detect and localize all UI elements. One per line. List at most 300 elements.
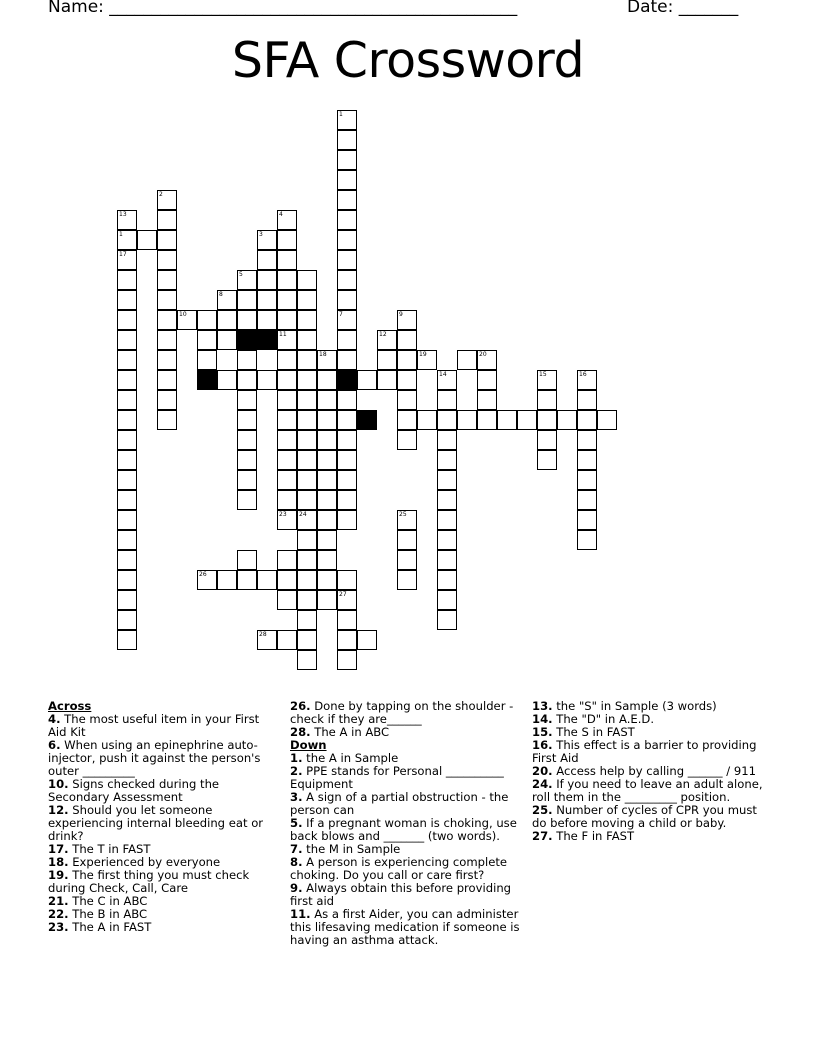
grid-cell[interactable]: [437, 590, 457, 610]
clue-number-label: 7.: [290, 842, 303, 856]
grid-cell[interactable]: [297, 370, 317, 390]
grid-cell[interactable]: [297, 270, 317, 290]
clue-number-label: 10.: [48, 777, 69, 791]
grid-cell[interactable]: [397, 350, 417, 370]
name-field-label: Name: ________________________________________________: [48, 0, 518, 17]
grid-cell[interactable]: [297, 330, 317, 350]
grid-cell[interactable]: [337, 230, 357, 250]
clue-item: [290, 791, 520, 817]
clue-number: 20: [479, 351, 487, 358]
grid-cell[interactable]: [397, 570, 417, 590]
clue-number: 18: [319, 351, 327, 358]
grid-cell[interactable]: [457, 350, 477, 370]
clue-item: [48, 804, 278, 843]
grid-cell[interactable]: [337, 270, 357, 290]
grid-cell[interactable]: [277, 470, 297, 490]
clue-number-label: 1.: [290, 751, 303, 765]
clue-number: 7: [339, 311, 343, 318]
grid-cell[interactable]: [237, 470, 257, 490]
grid-cell[interactable]: [317, 430, 337, 450]
grid-cell[interactable]: [117, 470, 137, 490]
grid-cell[interactable]: [577, 530, 597, 550]
grid-cell[interactable]: [237, 390, 257, 410]
grid-cell[interactable]: [117, 350, 137, 370]
grid-cell[interactable]: [277, 390, 297, 410]
grid-cell[interactable]: [317, 510, 337, 530]
grid-cell[interactable]: [577, 370, 597, 390]
grid-cell[interactable]: [237, 450, 257, 470]
grid-cell[interactable]: [237, 410, 257, 430]
grid-cell[interactable]: [337, 330, 357, 350]
clue-number: 3: [259, 231, 263, 238]
grid-cell[interactable]: [157, 270, 177, 290]
clue-text: This effect is a barrier to providing First Aid: [532, 738, 757, 765]
grid-cell[interactable]: [437, 550, 457, 570]
grid-cell[interactable]: [157, 330, 177, 350]
grid-cell[interactable]: [337, 150, 357, 170]
grid-cell[interactable]: [317, 450, 337, 470]
grid-cell[interactable]: [577, 450, 597, 470]
grid-cell[interactable]: [257, 310, 277, 330]
grid-cell[interactable]: [577, 410, 597, 430]
grid-cell[interactable]: [337, 490, 357, 510]
clue-text: the M in Sample: [302, 842, 401, 856]
grid-cell[interactable]: [157, 390, 177, 410]
grid-cell[interactable]: [237, 350, 257, 370]
clue-item: [48, 713, 278, 739]
grid-cell[interactable]: [337, 570, 357, 590]
grid-cell[interactable]: [157, 410, 177, 430]
grid-cell[interactable]: [117, 430, 137, 450]
clues-column-1: [48, 700, 278, 934]
page-title: SFA Crossword: [231, 32, 585, 89]
grid-cell[interactable]: [297, 450, 317, 470]
grid-cell[interactable]: [537, 450, 557, 470]
clue-number-label: 18.: [48, 855, 69, 869]
grid-cell[interactable]: [577, 490, 597, 510]
clue-number-label: 12.: [48, 803, 69, 817]
clue-text: As a first Aider, you can administer this lifesaving medication if someone is having an asthma attack.: [290, 907, 520, 947]
grid-cell[interactable]: [317, 390, 337, 410]
clue-text: If you need to leave an adult alone, roll them in the _________ position.: [532, 777, 763, 804]
grid-cell[interactable]: [117, 310, 137, 330]
grid-cell[interactable]: [197, 570, 217, 590]
clue-text: Number of cycles of CPR you must do before moving a child or baby.: [532, 803, 757, 830]
grid-cell[interactable]: [577, 510, 597, 530]
clue-number: 27: [339, 591, 347, 598]
grid-cell[interactable]: [497, 410, 517, 430]
clue-text: Signs checked during the Secondary Assessment: [48, 777, 220, 804]
clue-number-label: 6.: [48, 738, 61, 752]
grid-cell[interactable]: [117, 210, 137, 230]
grid-cell[interactable]: [277, 410, 297, 430]
grid-cell[interactable]: [277, 330, 297, 350]
clue-number-label: 19.: [48, 868, 69, 882]
grid-cell[interactable]: [437, 430, 457, 450]
grid-cell[interactable]: [197, 330, 217, 350]
grid-cell[interactable]: [337, 610, 357, 630]
grid-cell[interactable]: [337, 310, 357, 330]
grid-cell[interactable]: [397, 310, 417, 330]
grid-cell[interactable]: [217, 370, 237, 390]
grid-cell[interactable]: [157, 190, 177, 210]
grid-cell[interactable]: [337, 210, 357, 230]
grid-cell[interactable]: [337, 390, 357, 410]
grid-cell[interactable]: [297, 530, 317, 550]
grid-cell[interactable]: [117, 550, 137, 570]
grid-block: [197, 370, 217, 390]
grid-cell[interactable]: [357, 630, 377, 650]
grid-cell[interactable]: [337, 290, 357, 310]
clue-text: A sign of a partial obstruction - the person can: [290, 790, 509, 817]
grid-cell[interactable]: [297, 630, 317, 650]
grid-cell[interactable]: [317, 470, 337, 490]
clue-number-label: 2.: [290, 764, 303, 778]
grid-cell[interactable]: [377, 370, 397, 390]
grid-cell[interactable]: [317, 530, 337, 550]
grid-cell[interactable]: [237, 310, 257, 330]
grid-cell[interactable]: [157, 290, 177, 310]
grid-cell[interactable]: [317, 350, 337, 370]
grid-cell[interactable]: [337, 190, 357, 210]
grid-cell[interactable]: [337, 410, 357, 430]
grid-cell[interactable]: [237, 290, 257, 310]
clue-item: [290, 700, 520, 726]
grid-cell[interactable]: [177, 310, 197, 330]
grid-cell[interactable]: [437, 610, 457, 630]
clue-item: [532, 804, 764, 830]
grid-cell[interactable]: [377, 330, 397, 350]
clue-number: 28: [259, 631, 267, 638]
grid-cell[interactable]: [257, 290, 277, 310]
grid-cell[interactable]: [297, 350, 317, 370]
grid-cell[interactable]: [377, 350, 397, 370]
grid-cell[interactable]: [257, 250, 277, 270]
grid-cell[interactable]: [277, 490, 297, 510]
clue-number: 10: [179, 311, 187, 318]
grid-cell[interactable]: [337, 450, 357, 470]
grid-cell[interactable]: [437, 510, 457, 530]
grid-cell[interactable]: [217, 290, 237, 310]
grid-cell[interactable]: [257, 270, 277, 290]
grid-cell[interactable]: [597, 410, 617, 430]
grid-cell[interactable]: [337, 170, 357, 190]
clue-number: 23: [279, 511, 287, 518]
grid-cell[interactable]: [297, 390, 317, 410]
clue-number: 1: [119, 231, 123, 238]
clue-number-label: 27.: [532, 829, 553, 843]
grid-cell[interactable]: [277, 250, 297, 270]
grid-cell[interactable]: [157, 350, 177, 370]
grid-cell[interactable]: [197, 350, 217, 370]
clue-number-label: 13.: [532, 699, 553, 713]
grid-cell[interactable]: [577, 390, 597, 410]
grid-cell[interactable]: [117, 610, 137, 630]
grid-cell[interactable]: [297, 590, 317, 610]
clue-text: A person is experiencing complete choking. Do you call or care first?: [290, 855, 508, 882]
grid-cell[interactable]: [217, 570, 237, 590]
grid-cell[interactable]: [117, 450, 137, 470]
grid-cell[interactable]: [277, 370, 297, 390]
clue-item: [290, 882, 520, 908]
grid-cell[interactable]: [277, 430, 297, 450]
clue-number: 16: [579, 371, 587, 378]
clue-text: The A in ABC: [310, 725, 390, 739]
grid-cell[interactable]: [317, 410, 337, 430]
grid-cell[interactable]: [337, 650, 357, 670]
grid-cell[interactable]: [117, 590, 137, 610]
grid-cell[interactable]: [297, 470, 317, 490]
grid-cell[interactable]: [397, 510, 417, 530]
grid-cell[interactable]: [337, 430, 357, 450]
clue-number-label: 26.: [290, 699, 311, 713]
grid-cell[interactable]: [537, 390, 557, 410]
grid-cell[interactable]: [257, 370, 277, 390]
grid-block: [237, 330, 257, 350]
grid-cell[interactable]: [437, 530, 457, 550]
grid-cell[interactable]: [397, 430, 417, 450]
grid-cell[interactable]: [277, 230, 297, 250]
clue-number-label: 3.: [290, 790, 303, 804]
grid-cell[interactable]: [517, 410, 537, 430]
clue-item: [48, 778, 278, 804]
grid-cell[interactable]: [537, 370, 557, 390]
clue-number: 11: [279, 331, 287, 338]
clue-item: [532, 830, 764, 843]
grid-cell[interactable]: [357, 370, 377, 390]
grid-cell[interactable]: [297, 610, 317, 630]
clue-text: The S in FAST: [552, 725, 635, 739]
grid-cell[interactable]: [297, 310, 317, 330]
clue-number-label: 28.: [290, 725, 311, 739]
grid-cell[interactable]: [317, 570, 337, 590]
grid-cell[interactable]: [397, 530, 417, 550]
grid-cell[interactable]: [277, 450, 297, 470]
grid-cell[interactable]: [257, 570, 277, 590]
clue-text: Should you let someone experiencing internal bleeding eat or drink?: [48, 803, 264, 843]
grid-cell[interactable]: [277, 210, 297, 230]
grid-cell[interactable]: [117, 250, 137, 270]
clue-item: [290, 856, 520, 882]
grid-cell[interactable]: [277, 550, 297, 570]
clue-number-label: 25.: [532, 803, 553, 817]
clue-text: When using an epinephrine auto-injector, push it against the person's outer _________: [48, 738, 261, 778]
grid-cell[interactable]: [297, 570, 317, 590]
clue-number: 1: [339, 111, 343, 118]
grid-cell[interactable]: [297, 490, 317, 510]
clue-item: [532, 778, 764, 804]
clue-text: The C in ABC: [68, 894, 148, 908]
clue-number: 5: [239, 271, 243, 278]
grid-cell[interactable]: [557, 410, 577, 430]
clue-text: The B in ABC: [68, 907, 148, 921]
grid-cell[interactable]: [117, 630, 137, 650]
grid-cell[interactable]: [477, 410, 497, 430]
grid-cell[interactable]: [537, 430, 557, 450]
grid-cell[interactable]: [117, 530, 137, 550]
grid-cell[interactable]: [157, 230, 177, 250]
grid-cell[interactable]: [157, 370, 177, 390]
clue-number: 12: [379, 331, 387, 338]
grid-cell[interactable]: [477, 370, 497, 390]
grid-cell[interactable]: [237, 370, 257, 390]
clue-item: [48, 921, 278, 934]
grid-cell[interactable]: [337, 510, 357, 530]
grid-cell[interactable]: [337, 110, 357, 130]
grid-cell[interactable]: [237, 570, 257, 590]
grid-cell[interactable]: [277, 510, 297, 530]
grid-cell[interactable]: [317, 550, 337, 570]
grid-cell[interactable]: [237, 430, 257, 450]
grid-cell[interactable]: [277, 570, 297, 590]
clue-number: 15: [539, 371, 547, 378]
clue-number-label: 8.: [290, 855, 303, 869]
grid-cell[interactable]: [157, 210, 177, 230]
grid-cell[interactable]: [437, 570, 457, 590]
grid-cell[interactable]: [317, 490, 337, 510]
grid-cell[interactable]: [337, 350, 357, 370]
grid-cell[interactable]: [397, 370, 417, 390]
grid-cell[interactable]: [157, 310, 177, 330]
clues-column-3: [532, 700, 764, 843]
grid-cell[interactable]: [297, 410, 317, 430]
grid-cell[interactable]: [437, 490, 457, 510]
clue-heading: Down: [290, 738, 327, 752]
clue-number-label: 17.: [48, 842, 69, 856]
grid-cell[interactable]: [397, 410, 417, 430]
grid-cell[interactable]: [117, 290, 137, 310]
clue-text: The first thing you must check during Check, Call, Care: [48, 868, 250, 895]
clue-item: [290, 765, 520, 791]
clue-text: The most useful item in your First Aid Kit: [48, 712, 260, 739]
grid-cell[interactable]: [317, 370, 337, 390]
grid-cell[interactable]: [397, 390, 417, 410]
grid-cell[interactable]: [457, 410, 477, 430]
clue-text: Access help by calling ______ / 911: [552, 764, 756, 778]
clue-text: The T in FAST: [68, 842, 151, 856]
grid-cell[interactable]: [437, 470, 457, 490]
grid-cell[interactable]: [117, 570, 137, 590]
grid-cell[interactable]: [257, 630, 277, 650]
clue-number-label: 15.: [532, 725, 553, 739]
clue-text: The A in FAST: [68, 920, 152, 934]
clue-number: 2: [159, 191, 163, 198]
grid-cell[interactable]: [297, 510, 317, 530]
clues-column-2: [290, 700, 520, 947]
grid-cell[interactable]: [237, 270, 257, 290]
clue-item: [48, 739, 278, 778]
clue-number-label: 22.: [48, 907, 69, 921]
clue-number: 13: [119, 211, 127, 218]
clue-text: The F in FAST: [552, 829, 635, 843]
grid-cell[interactable]: [117, 330, 137, 350]
grid-cell[interactable]: [437, 450, 457, 470]
clue-text: PPE stands for Personal __________ Equipment: [290, 764, 504, 791]
grid-cell[interactable]: [417, 410, 437, 430]
grid-cell[interactable]: [577, 430, 597, 450]
grid-cell[interactable]: [237, 550, 257, 570]
grid-cell[interactable]: [277, 290, 297, 310]
grid-cell[interactable]: [217, 310, 237, 330]
grid-cell[interactable]: [417, 350, 437, 370]
grid-cell[interactable]: [397, 550, 417, 570]
grid-cell[interactable]: [297, 650, 317, 670]
clue-number: 19: [419, 351, 427, 358]
grid-cell[interactable]: [277, 590, 297, 610]
grid-cell[interactable]: [437, 370, 457, 390]
grid-cell[interactable]: [477, 350, 497, 370]
grid-cell[interactable]: [117, 510, 137, 530]
clue-item: [532, 739, 764, 765]
grid-cell[interactable]: [337, 590, 357, 610]
grid-cell[interactable]: [297, 430, 317, 450]
grid-cell[interactable]: [397, 330, 417, 350]
grid-cell[interactable]: [277, 350, 297, 370]
clue-number: 25: [399, 511, 407, 518]
grid-cell[interactable]: [297, 550, 317, 570]
grid-cell[interactable]: [577, 470, 597, 490]
grid-cell[interactable]: [317, 590, 337, 610]
clue-number-label: 16.: [532, 738, 553, 752]
grid-cell[interactable]: [277, 630, 297, 650]
grid-cell[interactable]: [117, 270, 137, 290]
clue-number-label: 24.: [532, 777, 553, 791]
grid-block: [257, 330, 277, 350]
grid-block: [337, 370, 357, 390]
grid-block: [357, 410, 377, 430]
clue-text: The "D" in A.E.D.: [552, 712, 655, 726]
clue-number: 14: [439, 371, 447, 378]
clue-number-label: 21.: [48, 894, 69, 908]
grid-cell[interactable]: [117, 410, 137, 430]
clue-number-label: 11.: [290, 907, 311, 921]
clue-text: Always obtain this before providing first aid: [290, 881, 512, 908]
grid-cell[interactable]: [337, 130, 357, 150]
grid-cell[interactable]: [197, 310, 217, 330]
grid-cell[interactable]: [217, 330, 237, 350]
grid-cell[interactable]: [237, 490, 257, 510]
grid-cell[interactable]: [337, 470, 357, 490]
clue-text: Done by tapping on the shoulder - check if they are______: [290, 699, 514, 726]
clue-number: 26: [199, 571, 207, 578]
grid-cell[interactable]: [117, 490, 137, 510]
grid-cell[interactable]: [157, 250, 177, 270]
grid-cell[interactable]: [277, 310, 297, 330]
grid-cell[interactable]: [437, 390, 457, 410]
clue-number-label: 5.: [290, 816, 303, 830]
clue-number-label: 20.: [532, 764, 553, 778]
clue-item: [290, 908, 520, 947]
grid-cell[interactable]: [117, 230, 137, 250]
grid-cell[interactable]: [337, 250, 357, 270]
clue-number-label: 23.: [48, 920, 69, 934]
clue-number: 9: [399, 311, 403, 318]
grid-cell[interactable]: [117, 370, 137, 390]
clue-number-label: 4.: [48, 712, 61, 726]
grid-cell[interactable]: [137, 230, 157, 250]
grid-cell[interactable]: [277, 270, 297, 290]
grid-cell[interactable]: [437, 410, 457, 430]
grid-cell[interactable]: [337, 630, 357, 650]
clue-text: Experienced by everyone: [68, 855, 221, 869]
grid-cell[interactable]: [537, 410, 557, 430]
clue-text: the A in Sample: [302, 751, 399, 765]
grid-cell[interactable]: [257, 230, 277, 250]
grid-cell[interactable]: [477, 390, 497, 410]
clue-number-label: 9.: [290, 881, 303, 895]
grid-cell[interactable]: [297, 290, 317, 310]
grid-cell[interactable]: [117, 390, 137, 410]
